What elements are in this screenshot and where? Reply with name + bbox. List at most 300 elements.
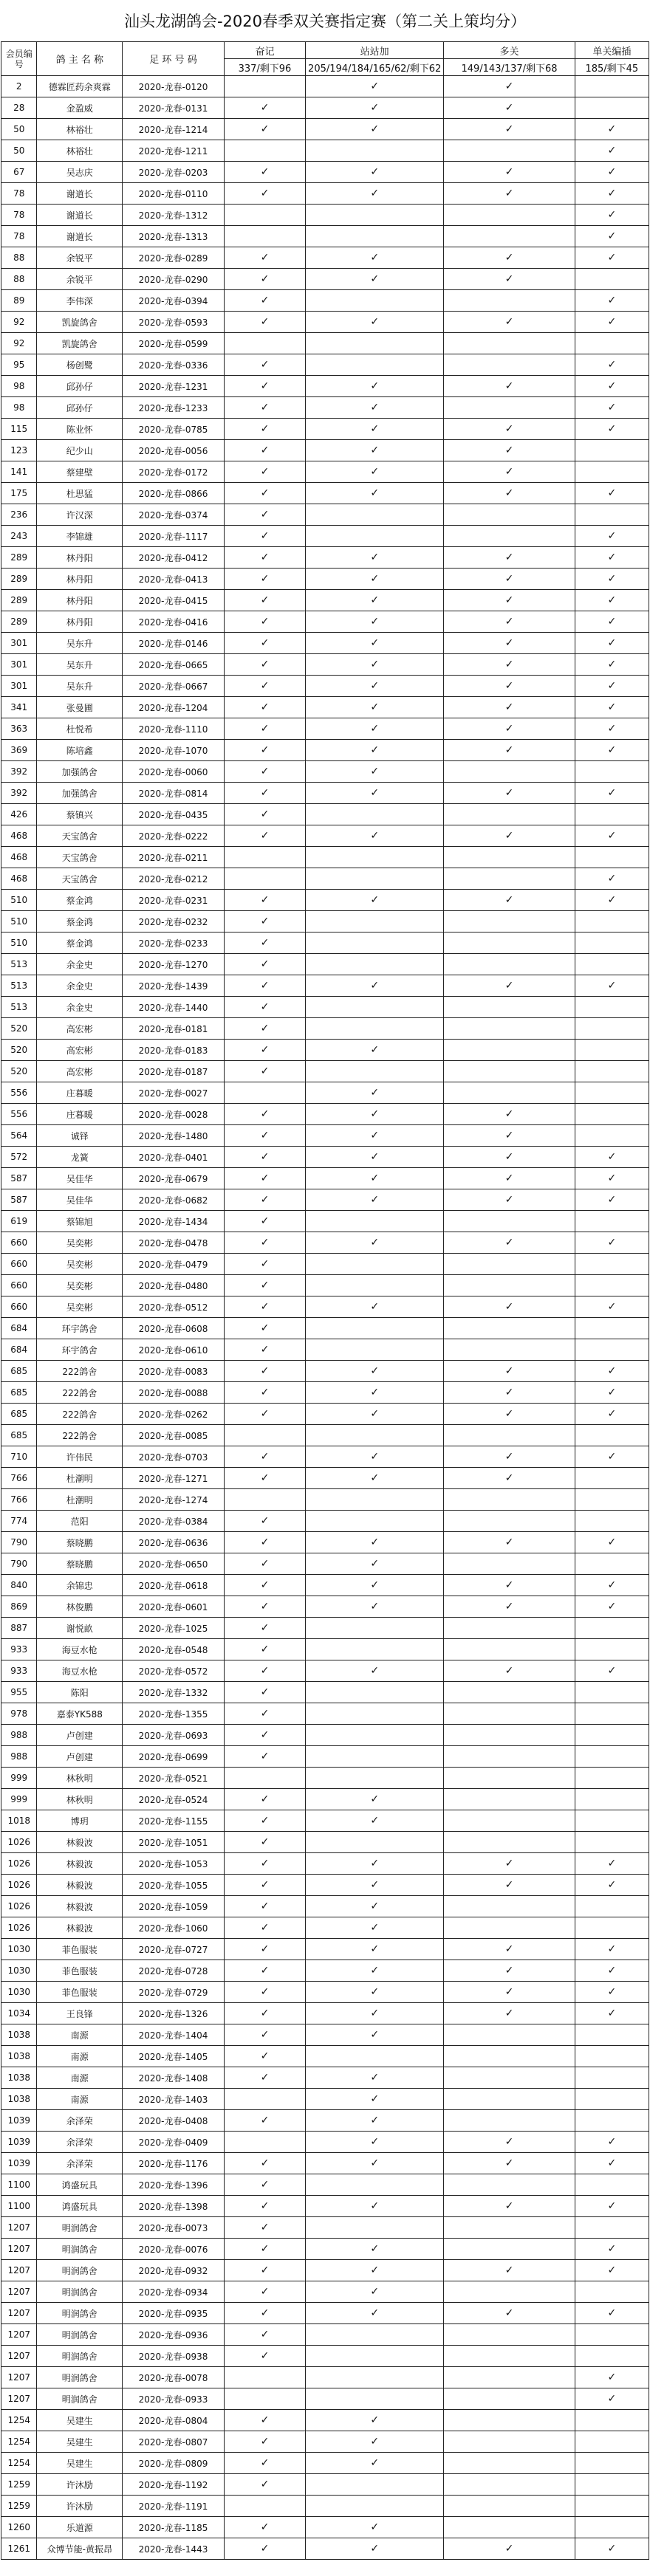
loft-name-cell: 菲色服装	[37, 1960, 123, 1982]
check-d-cell	[575, 1296, 649, 1318]
check-b-cell	[306, 2474, 444, 2496]
check-mark-icon: ✓	[370, 466, 380, 478]
check-mark-icon: ✓	[260, 1172, 270, 1184]
loft-name-cell: 乐道源	[37, 2517, 123, 2538]
check-a-cell	[224, 1917, 305, 1939]
check-b-cell	[306, 911, 444, 932]
table-row	[1, 2217, 649, 2239]
loft-name-cell: 菲色服装	[37, 1982, 123, 2003]
check-mark-icon: ✓	[260, 701, 270, 713]
check-b-cell	[306, 1725, 444, 1746]
check-a-cell	[224, 504, 305, 526]
check-d-cell	[575, 440, 649, 461]
loft-name-cell: 凯旋鸽舍	[37, 333, 123, 354]
check-mark-icon: ✓	[260, 680, 270, 692]
check-mark-icon: ✓	[504, 466, 514, 478]
member-id-cell: 790	[1, 1553, 37, 1575]
loft-name-cell: 杜思猛	[37, 483, 123, 504]
loft-name-cell: 林秋明	[37, 1768, 123, 1789]
ring-number-cell: 2020-龙春-0416	[123, 611, 225, 633]
check-c-cell	[444, 783, 575, 804]
member-id-cell: 341	[1, 697, 37, 718]
check-mark-icon: ✓	[607, 573, 617, 585]
check-c-cell	[444, 1104, 575, 1125]
check-d-cell	[575, 932, 649, 954]
check-mark-icon: ✓	[370, 680, 380, 692]
check-d-cell	[575, 1789, 649, 1810]
check-mark-icon: ✓	[607, 1365, 617, 1377]
table-row	[1, 183, 649, 205]
check-c-cell	[444, 1768, 575, 1789]
member-id-cell: 1207	[1, 2303, 37, 2324]
check-mark-icon: ✓	[504, 616, 514, 628]
check-c-cell	[444, 1853, 575, 1875]
member-id-cell: 1259	[1, 2474, 37, 2496]
check-c-cell	[444, 740, 575, 761]
check-mark-icon: ✓	[504, 1408, 514, 1420]
ring-number-cell: 2020-龙春-0211	[123, 847, 225, 868]
check-d-cell	[575, 868, 649, 890]
check-a-cell	[224, 2303, 305, 2324]
check-mark-icon: ✓	[370, 1365, 380, 1377]
check-a-cell	[224, 1275, 305, 1296]
check-d-cell	[575, 269, 649, 290]
check-d-cell	[575, 2281, 649, 2303]
check-mark-icon: ✓	[607, 2007, 617, 2019]
check-b-cell	[306, 1018, 444, 1040]
member-id-cell: 289	[1, 547, 37, 569]
check-c-cell	[444, 2024, 575, 2046]
member-id-cell: 78	[1, 226, 37, 247]
check-mark-icon: ✓	[260, 1194, 270, 1206]
loft-name-cell: 海豆水枪	[37, 1660, 123, 1682]
check-d-cell	[575, 183, 649, 205]
check-mark-icon: ✓	[504, 1536, 514, 1548]
ring-number-cell: 2020-龙春-0618	[123, 1575, 225, 1596]
check-mark-icon: ✓	[607, 787, 617, 799]
loft-name-cell: 杜潮明	[37, 1489, 123, 1511]
table-row	[1, 1425, 649, 1446]
loft-name-cell: 明润鸽舍	[37, 2303, 123, 2324]
check-c-cell	[444, 226, 575, 247]
check-a-cell	[224, 1832, 305, 1853]
loft-name-cell: 加强鸽舍	[37, 761, 123, 783]
loft-name-cell: 杜悦希	[37, 718, 123, 740]
ring-number-cell: 2020-龙春-0599	[123, 333, 225, 354]
check-a-cell	[224, 804, 305, 825]
check-mark-icon: ✓	[370, 1536, 380, 1548]
check-mark-icon: ✓	[370, 2286, 380, 2298]
ring-number-cell: 2020-龙春-1398	[123, 2196, 225, 2217]
check-d-cell	[575, 783, 649, 804]
loft-name-cell: 环宇鸽舍	[37, 1318, 123, 1339]
check-mark-icon: ✓	[260, 1001, 270, 1013]
check-mark-icon: ✓	[504, 188, 514, 199]
check-d-cell	[575, 2239, 649, 2260]
check-a-cell	[224, 1682, 305, 1703]
ring-number-cell: 2020-龙春-1110	[123, 718, 225, 740]
check-mark-icon: ✓	[370, 1965, 380, 1976]
member-id-cell: 1207	[1, 2217, 37, 2239]
check-d-cell	[575, 1275, 649, 1296]
ring-number-cell: 2020-龙春-0804	[123, 2410, 225, 2431]
check-c-cell	[444, 1318, 575, 1339]
ring-number-cell: 2020-龙春-1204	[123, 697, 225, 718]
table-row	[1, 419, 649, 440]
check-mark-icon: ✓	[607, 2543, 617, 2555]
check-b-cell	[306, 954, 444, 975]
check-b-cell	[306, 1768, 444, 1789]
check-mark-icon: ✓	[504, 1301, 514, 1313]
member-id-cell: 933	[1, 1660, 37, 1682]
table-row	[1, 1232, 649, 1254]
loft-name-cell: 天宝鸽舍	[37, 825, 123, 847]
check-c-cell	[444, 654, 575, 676]
member-id-cell: 243	[1, 526, 37, 547]
check-a-cell	[224, 1296, 305, 1318]
member-id-cell: 468	[1, 847, 37, 868]
check-d-cell	[575, 1832, 649, 1853]
check-b-cell	[306, 2196, 444, 2217]
check-a-cell	[224, 2132, 305, 2153]
table-row	[1, 825, 649, 847]
loft-name-cell: 陈培鑫	[37, 740, 123, 761]
member-id-cell: 510	[1, 932, 37, 954]
ring-number-cell: 2020-龙春-0729	[123, 1982, 225, 2003]
member-id-cell: 1030	[1, 1960, 37, 1982]
table-row	[1, 2431, 649, 2453]
check-mark-icon: ✓	[504, 380, 514, 392]
check-d-cell	[575, 1982, 649, 2003]
check-mark-icon: ✓	[260, 509, 270, 521]
check-a-cell	[224, 183, 305, 205]
check-d-cell	[575, 1810, 649, 1832]
check-a-cell	[224, 1082, 305, 1104]
ring-number-cell: 2020-龙春-0933	[123, 2388, 225, 2410]
check-b-cell	[306, 2496, 444, 2517]
check-b-cell	[306, 226, 444, 247]
check-mark-icon: ✓	[504, 2307, 514, 2319]
check-d-cell	[575, 1147, 649, 1168]
check-b-cell	[306, 740, 444, 761]
ring-number-cell: 2020-龙春-0289	[123, 247, 225, 269]
table-row	[1, 868, 649, 890]
check-d-cell	[575, 333, 649, 354]
table-row	[1, 2453, 649, 2474]
check-a-cell	[224, 975, 305, 997]
check-mark-icon: ✓	[607, 1387, 617, 1398]
check-mark-icon: ✓	[607, 145, 617, 157]
check-b-cell	[306, 1853, 444, 1875]
check-mark-icon: ✓	[260, 744, 270, 756]
check-mark-icon: ✓	[370, 2115, 380, 2126]
ring-number-cell: 2020-龙春-1233	[123, 397, 225, 419]
check-mark-icon: ✓	[370, 1579, 380, 1591]
ring-number-cell: 2020-龙春-0408	[123, 2110, 225, 2132]
table-row	[1, 2538, 649, 2560]
ring-number-cell: 2020-龙春-1060	[123, 1917, 225, 1939]
check-c-cell	[444, 2324, 575, 2346]
check-mark-icon: ✓	[504, 1472, 514, 1484]
check-mark-icon: ✓	[260, 894, 270, 906]
check-a-cell	[224, 633, 305, 654]
ring-number-cell: 2020-龙春-1405	[123, 2046, 225, 2067]
check-mark-icon: ✓	[607, 209, 617, 221]
loft-name-cell: 余泽荣	[37, 2153, 123, 2174]
check-b-cell	[306, 1660, 444, 1682]
ring-number-cell: 2020-龙春-0814	[123, 783, 225, 804]
check-b-cell	[306, 1168, 444, 1189]
check-mark-icon: ✓	[607, 295, 617, 306]
loft-name-cell: 高宏彬	[37, 1018, 123, 1040]
table-row	[1, 2346, 649, 2367]
check-a-cell	[224, 2196, 305, 2217]
check-b-cell	[306, 1061, 444, 1082]
check-b-cell	[306, 2260, 444, 2281]
check-d-cell	[575, 1853, 649, 1875]
check-mark-icon: ✓	[504, 2136, 514, 2148]
check-c-cell	[444, 419, 575, 440]
table-row	[1, 2410, 649, 2431]
check-b-cell	[306, 1982, 444, 2003]
member-id-cell: 564	[1, 1125, 37, 1147]
member-id-cell: 1038	[1, 2067, 37, 2089]
check-c-cell	[444, 1810, 575, 1832]
check-b-cell	[306, 1832, 444, 1853]
check-b-cell	[306, 2324, 444, 2346]
check-mark-icon: ✓	[370, 766, 380, 777]
member-id-cell: 98	[1, 397, 37, 419]
race-table	[1, 41, 649, 2560]
member-id-cell: 1030	[1, 1982, 37, 2003]
member-id-cell: 289	[1, 590, 37, 611]
check-b-cell	[306, 1254, 444, 1275]
check-mark-icon: ✓	[260, 1301, 270, 1313]
check-d-cell	[575, 1232, 649, 1254]
table-row	[1, 333, 649, 354]
check-d-cell	[575, 2367, 649, 2388]
member-id-cell: 556	[1, 1104, 37, 1125]
table-row	[1, 997, 649, 1018]
check-c-cell	[444, 611, 575, 633]
check-mark-icon: ✓	[260, 2115, 270, 2126]
table-row	[1, 975, 649, 997]
check-d-cell	[575, 911, 649, 932]
check-c-cell	[444, 1917, 575, 1939]
check-c-cell	[444, 1682, 575, 1703]
ring-number-cell: 2020-龙春-0682	[123, 1189, 225, 1211]
check-mark-icon: ✓	[504, 2157, 514, 2169]
check-mark-icon: ✓	[370, 2243, 380, 2255]
check-c-cell	[444, 1896, 575, 1917]
check-mark-icon: ✓	[607, 188, 617, 199]
check-b-cell	[306, 162, 444, 183]
member-id-cell: 50	[1, 119, 37, 140]
check-b-cell	[306, 97, 444, 119]
check-d-cell	[575, 1382, 649, 1404]
member-id-cell: 1038	[1, 2046, 37, 2067]
check-b-cell	[306, 1468, 444, 1489]
check-c-cell	[444, 1596, 575, 1618]
check-mark-icon: ✓	[607, 2157, 617, 2169]
loft-name-cell: 张曼圃	[37, 697, 123, 718]
check-d-cell	[575, 2260, 649, 2281]
check-b-cell	[306, 1446, 444, 1468]
table-row	[1, 2024, 649, 2046]
check-mark-icon: ✓	[260, 359, 270, 371]
table-row	[1, 2474, 649, 2496]
ring-number-cell: 2020-龙春-0809	[123, 2453, 225, 2474]
check-d-cell	[575, 1339, 649, 1361]
table-row	[1, 804, 649, 825]
check-mark-icon: ✓	[370, 1387, 380, 1398]
check-d-cell	[575, 954, 649, 975]
ring-number-cell: 2020-龙春-1185	[123, 2517, 225, 2538]
check-d-cell	[575, 1939, 649, 1960]
check-d-cell	[575, 140, 649, 162]
loft-name-cell: 邱孙仔	[37, 397, 123, 419]
loft-name-cell: 鸿盛玩具	[37, 2174, 123, 2196]
check-a-cell	[224, 1789, 305, 1810]
member-id-cell: 1026	[1, 1853, 37, 1875]
check-mark-icon: ✓	[607, 1879, 617, 1891]
ring-number-cell: 2020-龙春-0083	[123, 1361, 225, 1382]
loft-name-cell: 余金史	[37, 954, 123, 975]
check-d-cell	[575, 1960, 649, 1982]
check-mark-icon: ✓	[370, 444, 380, 456]
table-row	[1, 633, 649, 654]
check-d-cell	[575, 590, 649, 611]
check-c-cell	[444, 1832, 575, 1853]
check-c-cell	[444, 1575, 575, 1596]
table-row	[1, 461, 649, 483]
member-id-cell: 2	[1, 76, 37, 97]
ring-number-cell: 2020-龙春-1434	[123, 1211, 225, 1232]
loft-name-cell: 吴奕彬	[37, 1254, 123, 1275]
check-a-cell	[224, 1639, 305, 1660]
check-mark-icon: ✓	[260, 1665, 270, 1677]
member-id-cell: 999	[1, 1768, 37, 1789]
check-d-cell	[575, 2196, 649, 2217]
check-c-cell	[444, 162, 575, 183]
check-b-cell	[306, 1875, 444, 1896]
check-b-cell	[306, 440, 444, 461]
member-id-cell: 790	[1, 1532, 37, 1553]
check-b-cell	[306, 1789, 444, 1810]
check-c-cell	[444, 1939, 575, 1960]
check-mark-icon: ✓	[370, 637, 380, 649]
member-id-cell: 50	[1, 140, 37, 162]
check-mark-icon: ✓	[504, 787, 514, 799]
loft-name-cell: 许沐励	[37, 2496, 123, 2517]
check-d-cell	[575, 2324, 649, 2346]
ring-number-cell: 2020-龙春-0699	[123, 1746, 225, 1768]
loft-name-cell: 天宝鸽舍	[37, 868, 123, 890]
check-mark-icon: ✓	[370, 102, 380, 114]
header-col-b: 站站加	[306, 42, 444, 59]
loft-name-cell: 吴建生	[37, 2410, 123, 2431]
check-mark-icon: ✓	[607, 1858, 617, 1869]
member-id-cell: 513	[1, 997, 37, 1018]
check-b-cell	[306, 868, 444, 890]
check-c-cell	[444, 440, 575, 461]
table-row	[1, 2003, 649, 2024]
check-mark-icon: ✓	[260, 2543, 270, 2555]
check-d-cell	[575, 1896, 649, 1917]
check-mark-icon: ✓	[504, 273, 514, 285]
loft-name-cell: 纪少山	[37, 440, 123, 461]
member-id-cell: 468	[1, 868, 37, 890]
member-id-cell: 95	[1, 354, 37, 376]
check-d-cell	[575, 740, 649, 761]
member-id-cell: 363	[1, 718, 37, 740]
loft-name-cell: 林丹阳	[37, 547, 123, 569]
check-mark-icon: ✓	[260, 1344, 270, 1356]
check-b-cell	[306, 1489, 444, 1511]
table-row	[1, 2046, 649, 2067]
check-mark-icon: ✓	[370, 2007, 380, 2019]
check-mark-icon: ✓	[370, 2029, 380, 2041]
check-mark-icon: ✓	[260, 1900, 270, 1912]
check-c-cell	[444, 868, 575, 890]
loft-name-cell: 蔡镇兴	[37, 804, 123, 825]
check-b-cell	[306, 483, 444, 504]
table-row	[1, 1296, 649, 1318]
loft-name-cell: 许汉深	[37, 504, 123, 526]
check-c-cell	[444, 2217, 575, 2239]
check-mark-icon: ✓	[260, 766, 270, 777]
check-a-cell	[224, 2431, 305, 2453]
check-c-cell	[444, 2346, 575, 2367]
check-a-cell	[224, 1746, 305, 1768]
check-mark-icon: ✓	[607, 316, 617, 328]
check-d-cell	[575, 1703, 649, 1725]
check-a-cell	[224, 1768, 305, 1789]
check-b-cell	[306, 1189, 444, 1211]
header-ring-number: 足 环 号 码	[123, 42, 225, 76]
table-row	[1, 440, 649, 461]
member-id-cell: 685	[1, 1361, 37, 1382]
ring-number-cell: 2020-龙春-1439	[123, 975, 225, 997]
check-mark-icon: ✓	[607, 701, 617, 713]
ring-number-cell: 2020-龙春-0480	[123, 1275, 225, 1296]
check-b-cell	[306, 2410, 444, 2431]
loft-name-cell: 天宝鸽舍	[37, 847, 123, 868]
loft-name-cell: 南源	[37, 2067, 123, 2089]
loft-name-cell: 吴佳华	[37, 1189, 123, 1211]
check-mark-icon: ✓	[260, 787, 270, 799]
table-row	[1, 205, 649, 226]
check-mark-icon: ✓	[607, 1151, 617, 1163]
check-mark-icon: ✓	[504, 1130, 514, 1141]
check-mark-icon: ✓	[370, 2264, 380, 2276]
ring-number-cell: 2020-龙春-0187	[123, 1061, 225, 1082]
table-row	[1, 1404, 649, 1425]
check-mark-icon: ✓	[504, 252, 514, 264]
table-row	[1, 1061, 649, 1082]
loft-name-cell: 海豆水枪	[37, 1639, 123, 1660]
check-a-cell	[224, 1382, 305, 1404]
table-row	[1, 2388, 649, 2410]
check-b-cell	[306, 2067, 444, 2089]
table-row	[1, 1511, 649, 1532]
check-d-cell	[575, 2046, 649, 2067]
check-mark-icon: ✓	[607, 1943, 617, 1955]
check-a-cell	[224, 376, 305, 397]
table-row	[1, 2153, 649, 2174]
table-row	[1, 1703, 649, 1725]
member-id-cell: 92	[1, 333, 37, 354]
